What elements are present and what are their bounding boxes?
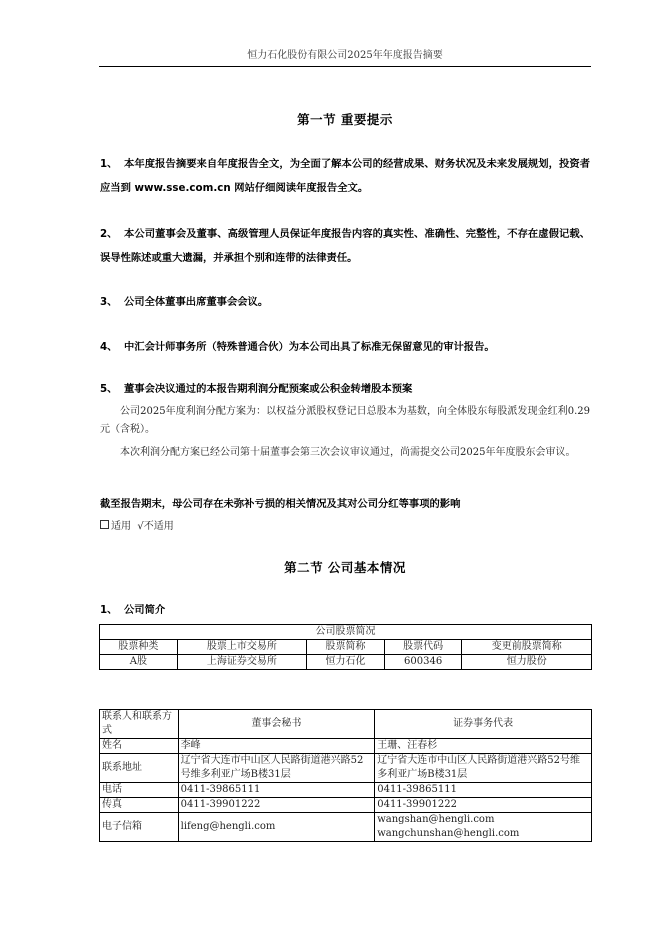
column-header: 联系人和联系方式 xyxy=(100,710,179,739)
column-header: 股票代码 xyxy=(384,640,462,655)
table-header-row xyxy=(100,640,592,655)
table-row xyxy=(100,798,592,813)
table-cell: 辽宁省大连市中山区人民路街道港兴路52号维多利亚广场B楼31层 xyxy=(375,754,592,783)
contact-info-table xyxy=(99,709,592,842)
table-row xyxy=(100,754,592,783)
loss-heading: 截至报告期末，母公司存在未弥补亏损的相关情况及其对公司分红等事项的影响 xyxy=(100,498,461,510)
item-text: 本年度报告摘要来自年度报告全文，为全面了解本公司的经营成果、财务状况及未来发展规划，投资者应当到 www.sse.com.cn 网站仔细阅读年度报告全文。 xyxy=(100,158,590,194)
notice-item-3 xyxy=(100,290,590,314)
section1-title: 第一节 重要提示 xyxy=(297,112,393,127)
section2-title: 第二节 公司基本情况 xyxy=(284,560,406,575)
table-cell: 恒力石化 xyxy=(307,655,385,670)
approval-paragraph: 本次利润分配方案已经公司第十届董事会第三次会议审议通过，尚需提交公司2025年年度股东会审议。 xyxy=(120,447,576,458)
column-header: 股票种类 xyxy=(100,640,178,655)
table-row xyxy=(100,783,592,798)
item-number: 1、 xyxy=(100,158,118,170)
item-text: 公司简介 xyxy=(124,604,166,616)
item-text: 公司全体董事出席董事会会议。 xyxy=(124,296,269,308)
table-cell: 恒力股份 xyxy=(462,655,592,670)
option-applicable: 适用 xyxy=(111,521,131,532)
item-number: 1、 xyxy=(100,604,118,616)
stock-info-table xyxy=(99,624,592,670)
row-label: 电话 xyxy=(100,783,179,798)
table-cell: 辽宁省大连市中山区人民路街道港兴路52号维多利亚广场B楼31层 xyxy=(178,754,375,783)
table-cell: 0411-39901222 xyxy=(375,798,592,813)
item-number: 2、 xyxy=(100,228,118,240)
row-label: 传真 xyxy=(100,798,179,813)
row-label: 电子信箱 xyxy=(100,813,179,842)
table-cell: lifeng@hengli.com xyxy=(178,813,375,842)
notice-item-5 xyxy=(100,377,590,401)
table-cell: 上海证券交易所 xyxy=(177,655,306,670)
column-header: 董事会秘书 xyxy=(178,710,375,739)
table-cell: 李峰 xyxy=(178,739,375,754)
table-row xyxy=(100,813,592,842)
table-caption-row xyxy=(100,625,592,640)
column-header: 股票简称 xyxy=(307,640,385,655)
table-cell: 王珊、汪春杉 xyxy=(375,739,592,754)
table-cell: wangshan@hengli.com wangchunshan@hengli.com xyxy=(375,813,592,842)
row-label: 联系地址 xyxy=(100,754,179,783)
notice-item-2 xyxy=(100,222,590,270)
item-number: 3、 xyxy=(100,296,118,308)
page-header: 恒力石化股份有限公司2025年年度报告摘要 xyxy=(99,46,591,67)
item-number: 4、 xyxy=(100,341,118,353)
item-text: 中汇会计师事务所（特殊普通合伙）为本公司出具了标准无保留意见的审计报告。 xyxy=(124,341,495,353)
row-label: 姓名 xyxy=(100,739,179,754)
item-text: 本公司董事会及董事、高级管理人员保证年度报告内容的真实性、准确性、完整性，不存在虚假记载、误导性陈述或重大遗漏，并承担个别和连带的法律责任。 xyxy=(100,228,590,264)
column-header: 证券事务代表 xyxy=(375,710,592,739)
table-row xyxy=(100,655,592,670)
table-cell: 0411-39901222 xyxy=(178,798,375,813)
dividend-plan-paragraph: 公司2025年度利润分配方案为：以权益分派股权登记日总股本为基数，向全体股东每股派发现金红利0.29元（含税）。 xyxy=(100,406,590,435)
table-row xyxy=(100,739,592,754)
company-profile-heading xyxy=(100,598,590,622)
option-not-applicable: √不适用 xyxy=(137,521,174,532)
table-header-row xyxy=(100,710,592,739)
notice-item-4 xyxy=(100,335,590,359)
table-caption: 公司股票简况 xyxy=(100,625,592,640)
applicability-options xyxy=(100,517,174,532)
item-text: 董事会决议通过的本报告期利润分配预案或公积金转增股本预案 xyxy=(124,383,413,395)
notice-item-1 xyxy=(100,152,590,200)
table-cell: 600346 xyxy=(384,655,462,670)
table-cell: 0411-39865111 xyxy=(178,783,375,798)
item-number: 5、 xyxy=(100,383,118,395)
table-cell: A股 xyxy=(100,655,178,670)
table-cell: 0411-39865111 xyxy=(375,783,592,798)
column-header: 股票上市交易所 xyxy=(177,640,306,655)
checkbox-icon xyxy=(100,520,109,529)
column-header: 变更前股票简称 xyxy=(462,640,592,655)
